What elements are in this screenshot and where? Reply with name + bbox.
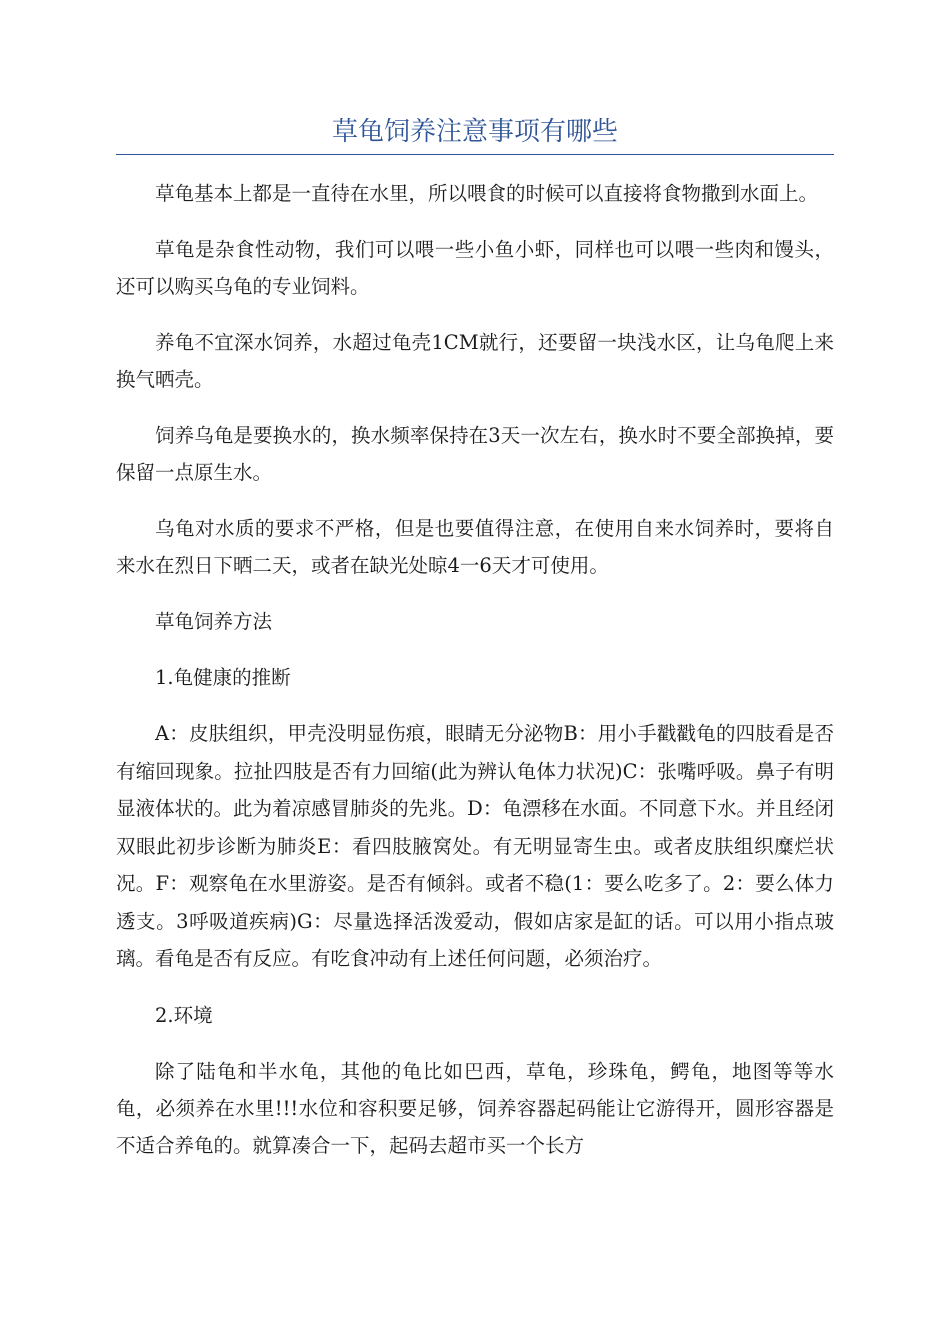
- paragraph-environment: 除了陆龟和半水龟，其他的龟比如巴西，草龟，珍珠龟，鳄龟，地图等等水龟，必须养在水里!!!水位和容积要足够，饲养容器起码能让它游得开，圆形容器是不适合养龟的。就算凑合一下，起码去超市买一个长方: [116, 1059, 834, 1157]
- paragraph-water-quality: 乌龟对水质的要求不严格，但是也要值得注意，在使用自来水饲养时，要将自来水在烈日下晒二天，或者在缺光处晾4一6天才可使用。: [116, 517, 834, 577]
- paragraph-water-change: 饲养乌龟是要换水的，换水频率保持在3天一次左右，换水时不要全部换掉，要保留一点原生水。: [116, 424, 834, 484]
- paragraph-feeding-surface: 草龟基本上都是一直待在水里，所以喂食的时候可以直接将食物撒到水面上。: [155, 182, 819, 205]
- document-body: [116, 175, 834, 1183]
- paragraph-health-checks: A：皮肤组织，甲壳没明显伤痕，眼睛无分泌物B：用小手戳戳龟的四肢看是否有缩回现象。拉扯四肢是否有力回缩(此为辨认龟体力状况)C：张嘴呼吸。鼻子有明显液体状的。此为着凉感冒肺炎的先兆。D：龟漂移在水面。不同意下水。并且经闭双眼此初步诊断为肺炎E：看四肢腋窝处。有无明显寄生虫。或者皮肤组织糜烂状况。F：观察龟在水里游姿。是否有倾斜。或者不稳(1：要么吃多了。2：要么体力透支。3呼吸道疾病)G：尽量选择活泼爱动，假如店家是缸的话。可以用小指点玻璃。看龟是否有反应。有吃食冲动有上述任何问题，必须治疗。: [116, 722, 834, 970]
- paragraph-omnivore-diet: 草龟是杂食性动物，我们可以喂一些小鱼小虾，同样也可以喂一些肉和馒头，还可以购买乌龟的专业饲料。: [116, 238, 834, 298]
- section-heading-methods: 草龟饲养方法: [155, 610, 273, 633]
- paragraph-water-depth: 养龟不宜深水饲养，水超过龟壳1CM就行，还要留一块浅水区，让乌龟爬上来换气晒壳。: [116, 331, 834, 391]
- document-title: 草龟饲养注意事项有哪些: [331, 117, 618, 147]
- subheading-environment: 2.环境: [155, 1003, 213, 1027]
- subheading-health: 1.龟健康的推断: [155, 666, 291, 689]
- title-underline: [116, 154, 834, 155]
